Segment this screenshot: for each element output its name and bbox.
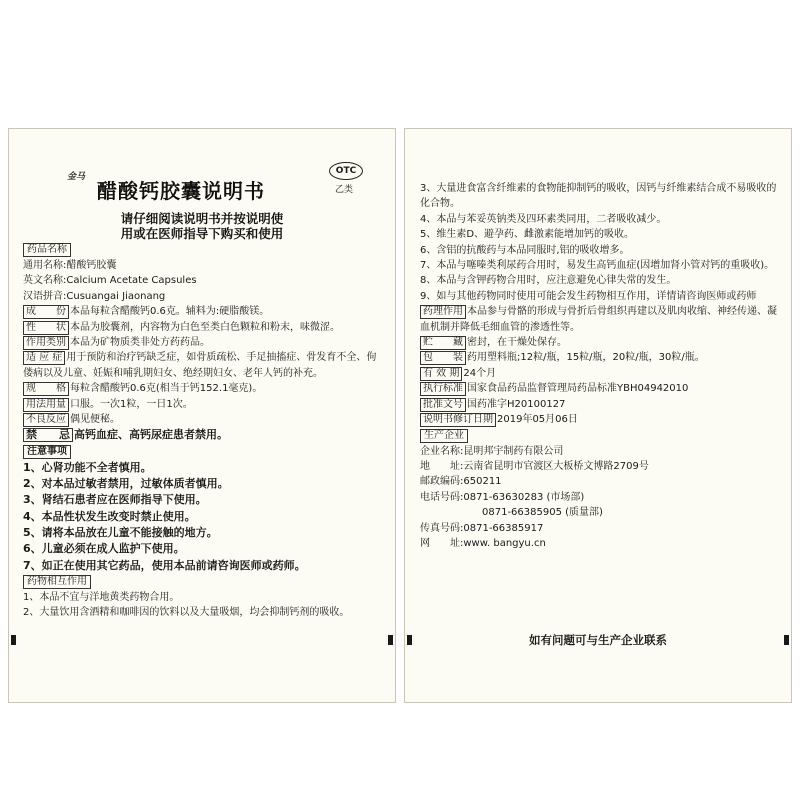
approval-label: 批准文号 bbox=[420, 398, 466, 412]
precaution-item: 5、请将本品放在儿童不能接触的地方。 bbox=[23, 525, 218, 539]
phone-quality: 0871-66385905 (质量部) bbox=[482, 507, 603, 519]
revision-date-label: 说明书修订日期 bbox=[420, 413, 496, 427]
approval-row bbox=[420, 397, 777, 412]
usage-notice-line-1: 请仔细阅读说明书并按说明使 bbox=[120, 211, 284, 226]
category-label: 作用类别 bbox=[23, 336, 69, 350]
standard-label: 执行标准 bbox=[420, 382, 466, 396]
storage-label: 贮 藏 bbox=[420, 336, 466, 350]
company-address: 地 址:云南省昆明市官渡区大板桥文博路2709号 bbox=[420, 460, 649, 472]
storage-text: 密封，在干燥处保存。 bbox=[467, 337, 567, 349]
indications-row bbox=[23, 350, 383, 381]
english-name: 英文名称:Calcium Acetate Capsules bbox=[23, 275, 197, 287]
revision-date-text: 2019年05月06日 bbox=[497, 414, 578, 426]
pharmacology-row bbox=[420, 304, 777, 335]
specification-row bbox=[23, 381, 383, 396]
contraindications-text: 高钙血症、高钙尿症患者禁用。 bbox=[74, 428, 228, 442]
pharmacology-label: 药理作用 bbox=[420, 305, 466, 319]
composition-row bbox=[23, 304, 383, 319]
composition-text: 本品每粒含醋酸钙0.6克。辅料为:硬脂酸镁。 bbox=[70, 306, 270, 318]
leaflet-left-page bbox=[8, 128, 396, 703]
contraindications-label: 禁 忌 bbox=[23, 428, 73, 442]
indications-text: 用于预防和治疗钙缺乏症，如骨质疏松、手足抽搐症、骨发育不全、佝偻病以及儿童、妊娠和哺乳期妇女、绝经期妇女、老年人钙的补充。 bbox=[23, 352, 377, 379]
company-name: 企业名称:昆明邦宇制药有限公司 bbox=[420, 445, 564, 457]
section-header-precautions: 注意事项 bbox=[23, 445, 71, 459]
fax-number: 传真号码:0871-66385917 bbox=[420, 522, 544, 534]
storage-row bbox=[420, 335, 777, 350]
precaution-item: 3、肾结石患者应在医师指导下使用。 bbox=[23, 493, 207, 507]
document-title: 醋酸钙胶囊说明书 bbox=[97, 179, 265, 203]
dosage-text: 口服。一次1粒，一日1次。 bbox=[70, 398, 193, 410]
precaution-item: 1、心肾功能不全者慎用。 bbox=[23, 460, 152, 474]
otc-class-label: 乙类 bbox=[335, 185, 354, 195]
precaution-item: 4、本品性状发生改变时禁止使用。 bbox=[23, 509, 196, 523]
otc-badge: OTC bbox=[329, 162, 363, 180]
package-label: 包 装 bbox=[420, 351, 466, 365]
contact-footer: 如有问题可与生产企业联系 bbox=[529, 633, 667, 647]
dosage-label: 用法用量 bbox=[23, 398, 69, 412]
registration-mark bbox=[11, 635, 16, 645]
approval-text: 国药准字H20100127 bbox=[467, 398, 566, 410]
precaution-item: 7、如正在使用其它药品，使用本品前请咨询医师或药师。 bbox=[23, 558, 306, 572]
brand-logo: 金马 bbox=[67, 172, 86, 182]
pinyin-name: 汉语拼音:Cusuangai Jiaonang bbox=[23, 290, 166, 302]
adverse-reactions-text: 偶见便秘。 bbox=[70, 414, 120, 426]
package-text: 药用塑料瓶;12粒/瓶，15粒/瓶，20粒/瓶，30粒/瓶。 bbox=[467, 352, 705, 364]
category-row bbox=[23, 335, 383, 350]
interaction-item: 7、本品与噻嗪类利尿药合用时，易发生高钙血症(因增加肾小管对钙的重吸收)。 bbox=[420, 260, 775, 272]
standard-text: 国家食品药品监督管理局药品标准YBH04942010 bbox=[467, 383, 689, 395]
interaction-item: 3、大量进食富含纤维素的食物能抑制钙的吸收，因钙与纤维素结合成不易吸收的化合物。 bbox=[420, 183, 777, 210]
specification-text: 每粒含醋酸钙0.6克(相当于钙152.1毫克)。 bbox=[70, 383, 263, 395]
validity-row bbox=[420, 366, 777, 381]
usage-notice-line-2: 用或在医师指导下购买和使用 bbox=[120, 226, 284, 241]
properties-row bbox=[23, 320, 383, 335]
revision-date-row bbox=[420, 412, 777, 427]
registration-mark bbox=[388, 635, 393, 645]
interaction-item: 4、本品与苯妥英钠类及四环素类同用，二者吸收减少。 bbox=[420, 213, 667, 225]
package-row bbox=[420, 350, 777, 365]
interaction-item: 9、如与其他药物同时使用可能会发生药物相互作用，详情请咨询医师或药师 bbox=[420, 290, 757, 302]
section-header-interactions: 药物相互作用 bbox=[23, 575, 91, 589]
precaution-item: 2、对本品过敏者禁用，过敏体质者慎用。 bbox=[23, 477, 229, 491]
website: 网 址:www. bangyu.cn bbox=[420, 537, 546, 549]
category-text: 本品为矿物质类非处方药药品。 bbox=[70, 337, 210, 349]
section-header-drug-name: 药品名称 bbox=[23, 243, 71, 257]
postcode: 邮政编码:650211 bbox=[420, 476, 502, 488]
properties-text: 本品为胶囊剂，内容物为白色至类白色颗粒和粉末，味微涩。 bbox=[70, 321, 340, 333]
specification-label: 规 格 bbox=[23, 382, 69, 396]
interaction-item: 6、含铝的抗酸药与本品同服时,铝的吸收增多。 bbox=[420, 244, 630, 256]
section-header-manufacturer: 生产企业 bbox=[420, 429, 468, 443]
interaction-item: 2、大量饮用含酒精和咖啡因的饮料以及大量吸烟，均会抑制钙剂的吸收。 bbox=[23, 607, 350, 619]
interaction-item: 1、本品不宜与洋地黄类药物合用。 bbox=[23, 591, 180, 603]
standard-row bbox=[420, 381, 777, 396]
dosage-row bbox=[23, 397, 383, 412]
adverse-reactions-row bbox=[23, 412, 383, 427]
contraindications-row bbox=[23, 427, 383, 443]
indications-label: 适 应 症 bbox=[23, 351, 65, 365]
left-page-content bbox=[23, 242, 383, 621]
leaflet-right-page bbox=[404, 128, 792, 703]
phone-marketing: 电话号码:0871-63630283 (市场部) bbox=[420, 491, 585, 503]
validity-text: 24个月 bbox=[463, 367, 497, 379]
generic-name: 通用名称:醋酸钙胶囊 bbox=[23, 260, 117, 271]
validity-label: 有 效 期 bbox=[420, 367, 462, 381]
precaution-item: 6、儿童必须在成人监护下使用。 bbox=[23, 542, 185, 556]
right-page-content bbox=[420, 181, 777, 551]
interaction-item: 8、本品与含钾药物合用时，应注意避免心律失常的发生。 bbox=[420, 275, 677, 287]
properties-label: 性 状 bbox=[23, 321, 69, 335]
composition-label: 成 份 bbox=[23, 305, 69, 319]
interaction-item: 5、维生素D、避孕药、雌激素能增加钙的吸收。 bbox=[420, 229, 635, 241]
pharmacology-text: 本品参与骨骼的形成与骨折后骨组织再建以及肌肉收缩、神经传递、凝血机制并降低毛细血管的渗透性等。 bbox=[420, 306, 777, 333]
adverse-reactions-label: 不良反应 bbox=[23, 413, 69, 427]
